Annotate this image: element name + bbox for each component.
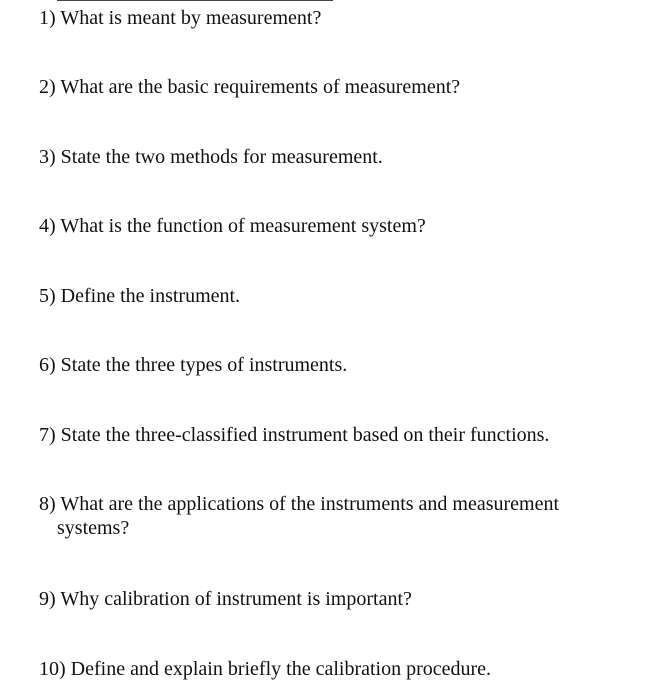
question-number: 7) <box>39 424 56 446</box>
question-number: 2) <box>39 76 56 98</box>
question-text-continuation: systems? <box>57 517 130 539</box>
question-7 <box>39 423 619 447</box>
question-text: Why calibration of instrument is important? <box>60 588 412 610</box>
question-number: 5) <box>39 285 56 307</box>
question-text: What is meant by measurement? <box>60 7 322 29</box>
top-rule <box>57 0 333 1</box>
question-number: 8) <box>39 493 56 515</box>
question-text: Define and explain briefly the calibration procedure. <box>70 658 492 680</box>
question-number: 1) <box>39 7 56 29</box>
question-1 <box>39 6 619 30</box>
question-6 <box>39 353 619 377</box>
question-number: 3) <box>39 146 56 168</box>
question-5 <box>39 284 619 308</box>
question-text: State the two methods for measurement. <box>60 146 383 168</box>
question-3 <box>39 145 619 169</box>
question-2 <box>39 75 619 99</box>
question-text: What is the function of measurement system? <box>60 215 426 237</box>
question-9 <box>39 587 619 611</box>
question-text: What are the applications of the instruments and measurement <box>60 493 560 515</box>
question-number: 9) <box>39 588 56 610</box>
question-4 <box>39 214 619 238</box>
question-text: State the three types of instruments. <box>60 354 348 376</box>
question-text: State the three-classified instrument based on their functions. <box>60 424 550 446</box>
question-10 <box>39 657 619 681</box>
question-number: 6) <box>39 354 56 376</box>
question-number: 4) <box>39 215 56 237</box>
question-8 <box>39 492 619 540</box>
question-text: What are the basic requirements of measurement? <box>60 76 461 98</box>
question-text: Define the instrument. <box>60 285 241 307</box>
question-number: 10) <box>39 658 66 680</box>
